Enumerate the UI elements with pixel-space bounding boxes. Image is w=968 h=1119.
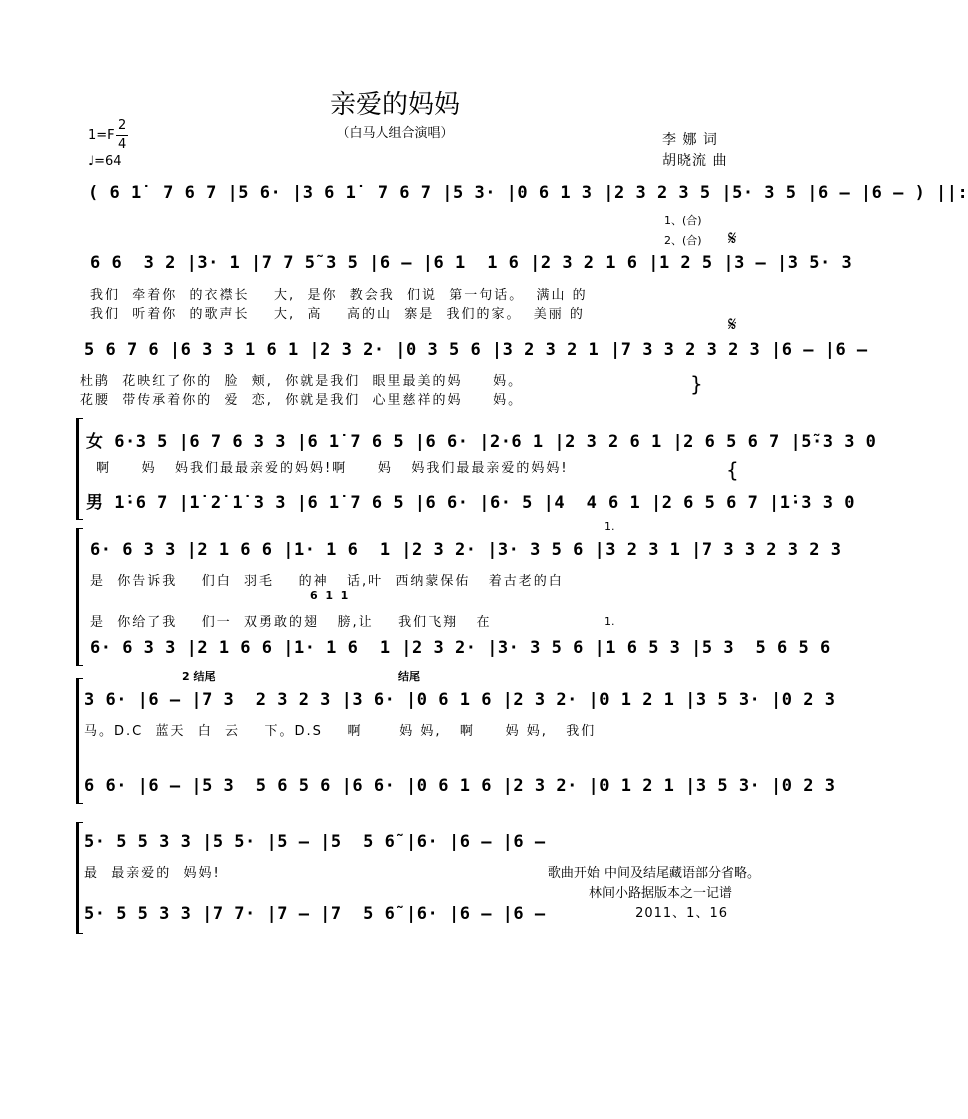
footer-date: 2011、1、16 — [635, 906, 728, 921]
notation-line-9: 6 6· |6 – |5 3 5 6 5 6 |6 6· |0 6 1 6 |2 3 2· |0 1 2 1 |3 5 3· |0 2 3 — [84, 776, 836, 796]
lyric-line-2-verse-1: 我们 牵着你 的衣襟长 大, 是你 教会我 们说 第一句话。 满山 的 — [90, 288, 588, 303]
lyric-line-2-verse-2: 我们 听着你 的歌声长 大, 高 高的山 寨是 我们的家。 美丽 的 — [90, 307, 585, 322]
notation-line-3: 5 6 7 6 |6 3 3 1 6 1 |2 3 2· |0 3 5 6 |3 2 3 2 1 |7 3 3 2 3 2 3 |6 – |6 – — [84, 340, 868, 360]
voice-brace: { — [726, 458, 739, 482]
notation-line-5-male: 男 1̇·6 7 |1̇ 2̇ 1̇ 3 3 |6 1̇ 7 6 5 |6 6· |6· 5 |4 4 6 1 |2 6 5 6 7 |1̇·3 3 0 — [86, 493, 855, 513]
ending-1-marker-2: 1. — [604, 615, 615, 628]
song-title: 亲爱的妈妈 — [329, 90, 460, 120]
notation-line-4-female: 女 6·3 5 |6 7 6 3 3 |6 1̇ 7 6 5 |6 6· |2·6 1 |2 3 2 6 1 |2 6 5 6 7 |5̃·3 3 0 — [86, 432, 877, 452]
lyric-line-10: 最 最亲爱的 妈妈! — [84, 866, 221, 881]
system-bracket-1 — [76, 418, 83, 520]
verse-brace: } — [690, 372, 703, 396]
composer-credit: 胡晓流 曲 — [662, 153, 728, 169]
system-bracket-3 — [76, 678, 83, 804]
lyric-line-7: 是 你给了我 们一 双勇敢的翅 膀,让 我们飞翔 在 — [90, 615, 492, 630]
lyric-line-3-verse-1: 杜鹃 花映红了你的 脸 颊, 你就是我们 眼里最美的妈 妈。 — [80, 374, 524, 389]
system-bracket-2 — [76, 528, 83, 666]
footer-note-omission: 歌曲开始 中间及结尾藏语部分省略。 — [547, 866, 760, 881]
time-signature-denominator: 4 — [118, 137, 127, 152]
notation-line-11: 5· 5 5 3 3 |7 7· |7 – |7 5 6̃ |6· |6 – |6 – — [84, 904, 546, 924]
lyric-line-4: 啊 妈 妈我们最最亲爱的妈妈!啊 妈 妈我们最最亲爱的妈妈! — [96, 461, 569, 476]
segno-icon-2: 𝄋 — [728, 312, 737, 336]
verse-2-marker: 2、(合) — [664, 234, 702, 247]
ending-final-marker: 结尾 — [398, 670, 420, 683]
system-bracket-4 — [76, 822, 83, 934]
key-signature: 1=F — [88, 128, 115, 143]
ending-2-marker: 2 结尾 — [182, 670, 216, 683]
over-notes-annotation: 6 1 1 — [310, 589, 349, 602]
notation-line-6: 6· 6 3 3 |2 1 6 6 |1· 1 6 1 |2 3 2· |3· 3 5 6 |3 2 3 1 |7 3 3 2 3 2 3 — [90, 540, 842, 560]
verse-1-marker: 1、(合) — [664, 214, 702, 227]
notation-line-10: 5· 5 5 3 3 |5 5· |5 – |5 5 6̃ |6· |6 – |6 – — [84, 832, 546, 852]
lyricist-credit: 李 娜 词 — [662, 132, 718, 148]
notation-line-1: ( 6 1̇ 7 6 7 |5 6· |3 6 1̇ 7 6 7 |5 3· |0 6 1 3 |2 3 2 3 5 |5· 3 5 |6 – |6 – ) ||: — [88, 183, 968, 203]
lyric-line-6: 是 你告诉我 们白 羽毛 的神 话,叶 西纳蒙保佑 着古老的白 — [90, 574, 564, 589]
lyric-line-8: 马。D.C 蓝天 白 云 下。D.S 啊 妈 妈, 啊 妈 妈, 我们 — [84, 724, 597, 739]
segno-icon: 𝄋 — [728, 226, 737, 250]
notation-line-2: 6 6 3 2 |3· 1 |7 7 5̃ 3 5 |6 – |6 1 1 6 |2 3 2 1 6 |1 2 5 |3 – |3 5· 3 — [90, 253, 853, 273]
footer-note-source: 林间小路据版本之一记谱 — [588, 886, 732, 901]
performer-subtitle: （白马人组合演唱） — [336, 126, 454, 141]
time-signature-numerator: 2 — [118, 118, 127, 133]
lyric-line-3-verse-2: 花腰 带传承着你的 爱 恋, 你就是我们 心里慈祥的妈 妈。 — [80, 393, 524, 408]
ending-1-marker: 1. — [604, 520, 615, 533]
time-signature-bar — [116, 135, 128, 136]
notation-line-8: 3 6· |6 – |7 3 2 3 2 3 |3 6· |0 6 1 6 |2 3 2· |0 1 2 1 |3 5 3· |0 2 3 — [84, 690, 836, 710]
tempo-marking: ♩=64 — [88, 154, 122, 169]
notation-line-7: 6· 6 3 3 |2 1 6 6 |1· 1 6 1 |2 3 2· |3· 3 5 6 |1 6 5 3 |5 3 5 6 5 6 — [90, 638, 831, 658]
